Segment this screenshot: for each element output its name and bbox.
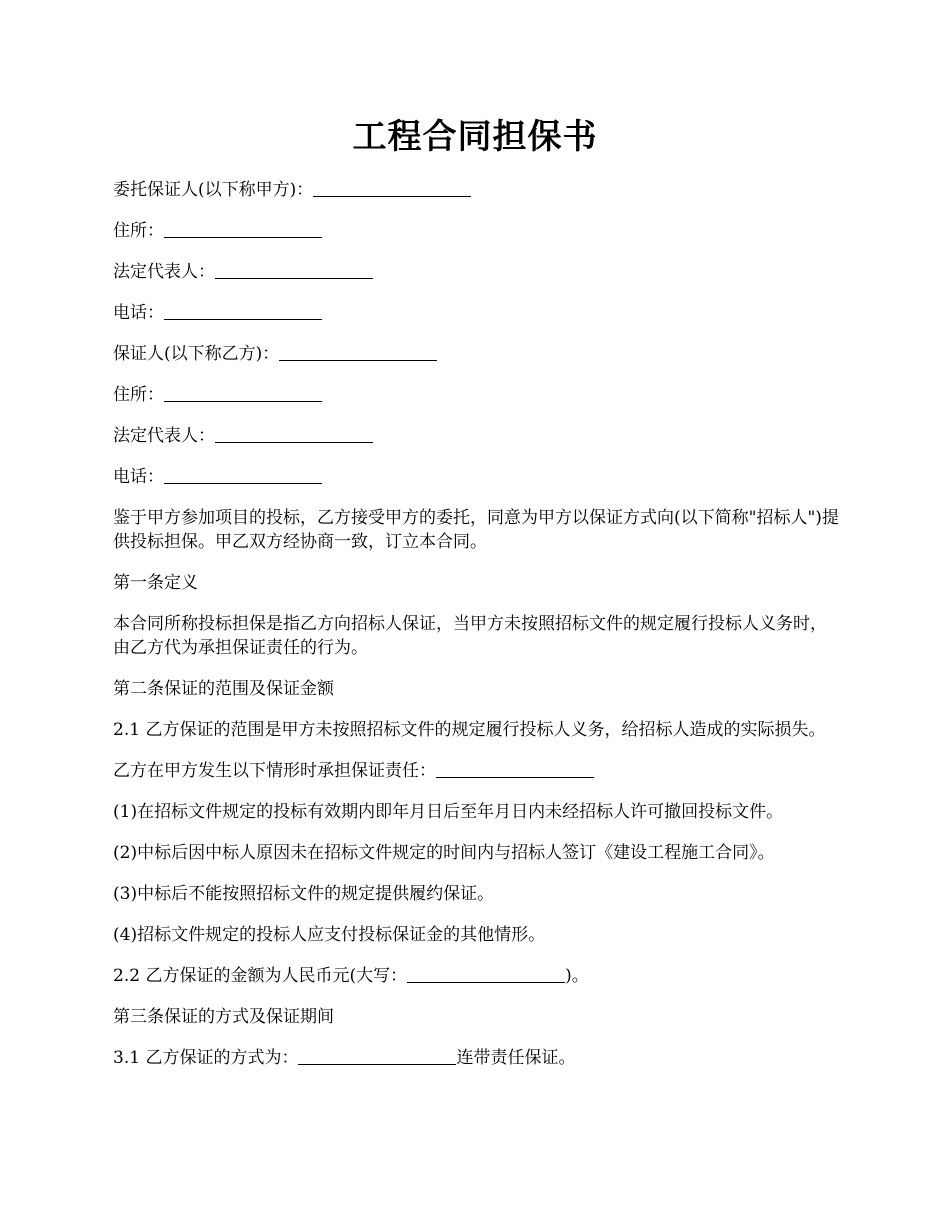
article-3-heading: 第三条保证的方式及保证期间 [113, 1007, 334, 1027]
fill-blank[interactable] [164, 301, 322, 320]
clause-2-1: 2.1 乙方保证的范围是甲方未按照招标文件的规定履行投标人义务，给招标人造成的实际损失。 [113, 720, 826, 740]
label: 法定代表人： [113, 426, 215, 446]
label: 3.1 乙方保证的方式为： [113, 1048, 299, 1068]
fill-blank[interactable] [436, 759, 594, 778]
party-a-phone-line [113, 301, 843, 325]
label: 住所： [113, 221, 164, 241]
fill-blank[interactable] [215, 424, 373, 443]
party-b-phone-line [113, 465, 843, 489]
fill-blank[interactable] [164, 383, 322, 402]
party-b-name-line [113, 342, 843, 366]
article-1-heading: 第一条定义 [113, 573, 198, 593]
label: 电话： [113, 467, 164, 487]
party-b-representative-line [113, 424, 843, 448]
liability-conditions-line [113, 759, 843, 783]
label: 委托保证人(以下称甲方)： [113, 180, 314, 200]
suffix: 连带责任保证。 [456, 1048, 576, 1068]
intro-paragraph: 鉴于甲方参加项目的投标，乙方接受甲方的委托，同意为甲方以保证方式向(以下简称"招标人")提供投标担保。甲乙双方经协商一致，订立本合同。 [113, 508, 839, 552]
fill-blank[interactable] [164, 219, 322, 238]
fill-blank[interactable] [313, 178, 471, 197]
label: 2.2 乙方保证的金额为人民币元(大写： [113, 966, 408, 986]
fill-blank[interactable] [407, 964, 565, 983]
clause-3-1 [113, 1046, 843, 1070]
party-b-address-line [113, 383, 843, 407]
condition-2: (2)中标后因中标人原因未在招标文件规定的时间内与招标人签订《建设工程施工合同》。 [113, 843, 775, 863]
party-a-address-line [113, 219, 843, 243]
condition-4: (4)招标文件规定的投标人应支付投标保证金的其他情形。 [113, 925, 546, 945]
condition-3: (3)中标后不能按照招标文件的规定提供履约保证。 [113, 884, 495, 904]
label: 保证人(以下称乙方)： [113, 344, 280, 364]
document-body [113, 178, 843, 1087]
condition-1: (1)在招标文件规定的投标有效期内即年月日后至年月日内未经招标人许可撤回投标文件。 [113, 802, 784, 822]
label: 法定代表人： [113, 262, 215, 282]
suffix: )。 [565, 966, 589, 986]
clause-2-2 [113, 964, 843, 988]
fill-blank[interactable] [279, 342, 437, 361]
article-1-definition: 本合同所称投标担保是指乙方向招标人保证，当甲方未按照招标文件的规定履行投标人义务时，由乙方代为承担保证责任的行为。 [113, 614, 827, 658]
party-a-name-line [113, 178, 843, 202]
party-a-representative-line [113, 260, 843, 284]
fill-blank[interactable] [164, 465, 322, 484]
fill-blank[interactable] [298, 1046, 456, 1065]
article-2-heading: 第二条保证的范围及保证金额 [113, 679, 334, 699]
label: 乙方在甲方发生以下情形时承担保证责任： [113, 761, 436, 781]
document-title: 工程合同担保书 [352, 117, 598, 157]
label: 电话： [113, 303, 164, 323]
label: 住所： [113, 385, 164, 405]
fill-blank[interactable] [215, 260, 373, 279]
